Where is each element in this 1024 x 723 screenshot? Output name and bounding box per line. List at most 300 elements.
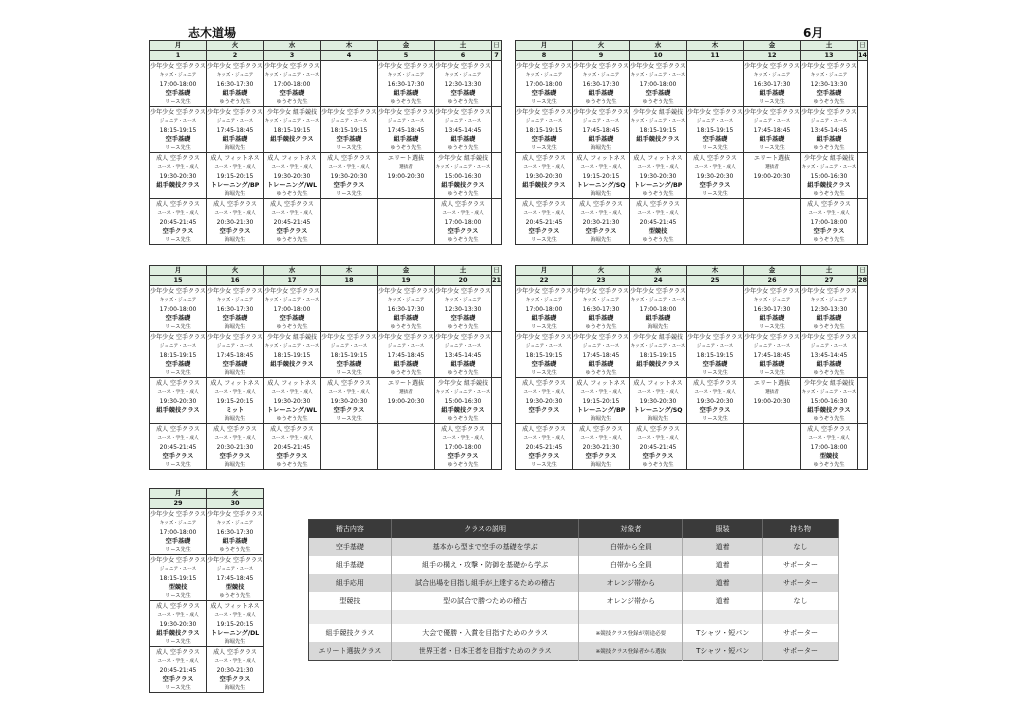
class-instructor: リース先生 <box>165 324 191 330</box>
class-target: ユース・学生・成人 <box>214 211 256 216</box>
legend-cell: Tシャツ・短パン <box>683 642 763 661</box>
class-time: 19:00-20:30 <box>387 173 425 180</box>
class-time: 15:00-16:30 <box>444 173 482 180</box>
class-time: 17:45-18:45 <box>216 575 254 582</box>
class-slot <box>321 199 378 245</box>
class-instructor: 海堀先生 <box>224 462 246 468</box>
class-category: 少年少女 組手競技 <box>804 155 854 162</box>
class-slot <box>858 61 868 107</box>
class-target: キッズ・ジュニア <box>582 298 620 303</box>
date-number: 3 <box>264 51 321 61</box>
class-category: 少年少女 空手クラス <box>744 334 800 341</box>
day-name-header: 月 <box>150 266 207 276</box>
class-time: 18:15-19:15 <box>330 127 368 134</box>
class-instructor <box>378 415 434 424</box>
class-name: 空手基礎 <box>531 361 557 368</box>
class-instructor: リース先生 <box>165 462 191 468</box>
class-category: 少年少女 空手クラス <box>744 109 800 116</box>
class-category: 成人 フィットネス <box>210 155 260 162</box>
day-name-header: 金 <box>744 41 801 51</box>
class-category: 少年少女 空手クラス <box>687 334 743 341</box>
class-name: 組手基礎 <box>645 315 671 322</box>
day-name-header: 金 <box>378 266 435 276</box>
class-category: エリート選抜 <box>387 155 424 162</box>
legend-row <box>309 610 839 624</box>
class-slot <box>150 378 207 424</box>
class-category: 少年少女 空手クラス <box>573 63 629 70</box>
day-name-header: 水 <box>630 266 687 276</box>
class-time: 17:00-18:00 <box>273 306 311 313</box>
class-instructor: ゆうぞう先生 <box>447 145 479 151</box>
class-instructor <box>150 190 206 199</box>
class-slot <box>744 286 801 332</box>
class-name: 空手クラス <box>219 676 251 683</box>
class-time: 13:45-14:45 <box>810 127 848 134</box>
class-instructor: リース先生 <box>531 99 557 105</box>
class-slot <box>492 286 502 332</box>
class-instructor: ゆうぞう先生 <box>447 370 479 376</box>
class-slot <box>687 378 744 424</box>
class-name: 組手競技クラス <box>270 361 314 368</box>
legend-row <box>309 556 839 574</box>
class-instructor: リース先生 <box>702 370 728 376</box>
class-slot <box>744 199 801 245</box>
class-slot <box>378 153 435 199</box>
class-slot <box>858 153 868 199</box>
class-slot <box>207 378 264 424</box>
class-name: トレーニング/DL <box>210 630 260 637</box>
class-name: 組手基礎 <box>450 136 476 143</box>
class-time: 20:45-21:45 <box>159 667 197 674</box>
class-category: 成人 空手クラス <box>636 426 680 433</box>
class-slot <box>321 424 378 470</box>
week-grid <box>515 40 868 245</box>
day-name-header: 火 <box>207 489 264 499</box>
class-slot <box>378 199 435 245</box>
class-category: 少年少女 空手クラス <box>321 109 377 116</box>
class-category: 少年少女 空手クラス <box>150 511 206 518</box>
class-time: 20:45-21:45 <box>525 444 563 451</box>
class-slot <box>687 153 744 199</box>
class-target: ジュニア・ユース <box>444 344 482 349</box>
legend-header-cell: クラスの説明 <box>391 520 579 539</box>
class-target: キッズ・ジュニア・ユース <box>630 344 686 349</box>
class-time: 17:00-18:00 <box>810 444 848 451</box>
class-slot <box>207 286 264 332</box>
legend-table <box>308 519 839 661</box>
class-time: 18:15-19:15 <box>330 352 368 359</box>
class-instructor: リース先生 <box>531 324 557 330</box>
class-name: 空手基礎 <box>165 136 191 143</box>
class-time: 16:30-17:30 <box>216 529 254 536</box>
class-name: 空手基礎 <box>645 90 671 97</box>
class-category: 少年少女 空手クラス <box>801 63 857 70</box>
class-time: 20:45-21:45 <box>525 219 563 226</box>
class-instructor: リース先生 <box>759 324 785 330</box>
class-name: 空手基礎 <box>279 90 305 97</box>
class-slot <box>150 509 207 555</box>
class-category: 少年少女 空手クラス <box>378 109 434 116</box>
class-slot <box>321 153 378 199</box>
class-slot <box>150 61 207 107</box>
class-slot <box>630 61 687 107</box>
class-target: ユース・学生・成人 <box>271 436 313 441</box>
class-instructor: リース先生 <box>336 416 362 422</box>
class-category: 成人 空手クラス <box>522 155 566 162</box>
class-time: 19:15-20:15 <box>582 173 620 180</box>
class-time: 20:30-21:30 <box>216 444 254 451</box>
class-target: ユース・学生・成人 <box>637 211 679 216</box>
class-slot <box>378 332 435 378</box>
class-time: 17:45-18:45 <box>216 127 254 134</box>
legend-cell: 組手競技クラス <box>309 624 392 642</box>
class-slot <box>801 107 858 153</box>
class-name: 組手基礎 <box>393 361 419 368</box>
class-instructor: ゆうぞう先生 <box>390 370 422 376</box>
class-category: 成人 フィットネス <box>633 155 683 162</box>
date-number: 22 <box>516 276 573 286</box>
class-target: キッズ・ジュニア <box>216 73 254 78</box>
class-name: 空手基礎 <box>702 136 728 143</box>
class-time: 17:45-18:45 <box>753 352 791 359</box>
class-slot <box>435 61 492 107</box>
class-target: キッズ・ジュニア <box>525 298 563 303</box>
date-number: 28 <box>858 276 868 284</box>
class-slot <box>207 424 264 470</box>
class-target: ユース・学生・成人 <box>580 390 622 395</box>
date-number: 2 <box>207 51 264 61</box>
legend-cell: ※競技クラス登録が別途必要 <box>579 624 683 642</box>
class-category: 成人 空手クラス <box>213 649 257 656</box>
class-category: 少年少女 空手クラス <box>207 511 263 518</box>
class-category: 少年少女 組手競技 <box>438 380 488 387</box>
date-number: 6 <box>435 51 492 61</box>
class-slot <box>492 332 502 378</box>
class-slot <box>321 286 378 332</box>
class-target: ユース・学生・成人 <box>157 613 199 618</box>
class-instructor <box>744 190 800 199</box>
class-name: 組手競技クラス <box>636 136 680 143</box>
class-slot <box>150 286 207 332</box>
class-target: ユース・学生・成人 <box>523 390 565 395</box>
class-target: キッズ・ジュニア <box>216 521 254 526</box>
class-name: 組手基礎 <box>222 90 248 97</box>
date-number: 4 <box>321 51 378 61</box>
class-slot <box>516 424 573 470</box>
class-target: ジュニア・ユース <box>330 119 368 124</box>
class-target: ユース・学生・成人 <box>214 659 256 664</box>
class-category: 少年少女 空手クラス <box>630 288 686 295</box>
legend-cell: 型の試合で勝つための稽古 <box>391 592 579 610</box>
class-category: 少年少女 空手クラス <box>744 63 800 70</box>
class-instructor: リース先生 <box>165 547 191 553</box>
class-name: 組手基礎 <box>759 136 785 143</box>
date-number: 8 <box>516 51 573 61</box>
class-time: 20:45-21:45 <box>273 219 311 226</box>
class-instructor: ゆうぞう先生 <box>276 462 308 468</box>
class-category: 成人 空手クラス <box>579 426 623 433</box>
legend-cell: 道着 <box>683 556 763 574</box>
class-time: 17:45-18:45 <box>582 127 620 134</box>
class-target: ジュニア・ユース <box>696 344 734 349</box>
class-slot <box>516 378 573 424</box>
class-slot <box>630 199 687 245</box>
class-category: 成人 空手クラス <box>156 380 200 387</box>
legend-row <box>309 592 839 610</box>
class-name: 空手基礎 <box>165 315 191 322</box>
class-time: 17:45-18:45 <box>582 352 620 359</box>
class-target: 選抜者 <box>765 165 779 170</box>
legend-cell: 基本から型まで空手の基礎を学ぶ <box>391 538 579 556</box>
class-time: 12:30-13:30 <box>444 81 482 88</box>
class-slot <box>858 424 868 470</box>
class-name: 空手基礎 <box>336 136 362 143</box>
class-instructor: リース先生 <box>165 237 191 243</box>
class-target: キッズ・ジュニア <box>582 73 620 78</box>
class-target: ユース・学生・成人 <box>808 211 850 216</box>
class-instructor: ゆうぞう先生 <box>219 99 251 105</box>
class-slot <box>435 286 492 332</box>
class-name: 組手基礎 <box>222 136 248 143</box>
class-target: ユース・学生・成人 <box>523 165 565 170</box>
class-instructor: 海堀先生 <box>647 416 669 422</box>
class-category: 少年少女 組手競技 <box>267 334 317 341</box>
class-time: 12:30-13:30 <box>810 306 848 313</box>
class-slot <box>264 332 321 378</box>
class-target: ジュニア・ユース <box>330 344 368 349</box>
class-time: 20:45-21:45 <box>639 219 677 226</box>
class-name: 組手競技クラス <box>156 630 200 637</box>
class-slot <box>264 286 321 332</box>
class-slot <box>207 199 264 245</box>
day-name-header: 木 <box>321 266 378 276</box>
legend-cell <box>683 610 763 624</box>
class-time: 17:00-18:00 <box>444 219 482 226</box>
class-instructor: リース先生 <box>702 416 728 422</box>
class-name: 組手基礎 <box>759 90 785 97</box>
class-target: ジュニア・ユース <box>810 119 848 124</box>
class-time: 12:30-13:30 <box>444 306 482 313</box>
class-target: ユース・学生・成人 <box>157 436 199 441</box>
class-slot <box>744 61 801 107</box>
class-instructor: ゆうぞう先生 <box>813 99 845 105</box>
class-name: 空手基礎 <box>279 315 305 322</box>
class-category: エリート選抜 <box>753 380 790 387</box>
class-target: ジュニア・ユース <box>525 344 563 349</box>
class-name: 空手基礎 <box>531 90 557 97</box>
class-slot <box>516 332 573 378</box>
class-category: 少年少女 空手クラス <box>378 288 434 295</box>
class-instructor: リース先生 <box>165 639 191 645</box>
class-name: 空手基礎 <box>165 90 191 97</box>
class-target: ユース・学生・成人 <box>580 436 622 441</box>
class-name: 組手基礎 <box>393 315 419 322</box>
class-target: キッズ・ジュニア <box>159 521 197 526</box>
class-category: 成人 フィットネス <box>267 380 317 387</box>
class-time: 19:30-20:30 <box>273 398 311 405</box>
date-number: 7 <box>492 51 502 61</box>
class-category: 成人 空手クラス <box>270 201 314 208</box>
class-category: 少年少女 空手クラス <box>150 63 206 70</box>
date-number: 10 <box>630 51 687 61</box>
class-time: 20:45-21:45 <box>639 444 677 451</box>
class-name: 空手クラス <box>699 182 731 189</box>
class-category: 少年少女 空手クラス <box>207 334 263 341</box>
class-instructor: リース先生 <box>702 145 728 151</box>
legend-cell: なし <box>763 592 839 610</box>
day-name-header: 水 <box>264 266 321 276</box>
week-grid <box>149 265 502 470</box>
class-slot <box>744 153 801 199</box>
class-slot <box>435 199 492 245</box>
class-time: 19:30-20:30 <box>330 173 368 180</box>
class-category: 少年少女 空手クラス <box>573 334 629 341</box>
class-slot <box>630 153 687 199</box>
class-target: ユース・学生・成人 <box>271 211 313 216</box>
class-slot <box>687 199 744 245</box>
class-slot <box>378 424 435 470</box>
date-number: 27 <box>801 276 858 286</box>
class-category: 成人 空手クラス <box>156 603 200 610</box>
legend-cell: 空手基礎 <box>309 538 392 556</box>
class-target: ユース・学生・成人 <box>523 436 565 441</box>
class-name: 空手基礎 <box>222 315 248 322</box>
class-time: 19:00-20:30 <box>753 398 791 405</box>
class-instructor: ゆうぞう先生 <box>390 99 422 105</box>
class-time: 18:15-19:15 <box>159 575 197 582</box>
class-time: 16:30-17:30 <box>216 306 254 313</box>
week-grid <box>515 265 868 470</box>
class-target: キッズ・ジュニア <box>525 73 563 78</box>
class-name: 空手クラス <box>162 676 194 683</box>
class-instructor: 海堀先生 <box>590 191 612 197</box>
class-category: 少年少女 空手クラス <box>207 63 263 70</box>
class-slot <box>207 647 264 693</box>
class-category: 成人 空手クラス <box>156 649 200 656</box>
class-instructor: ゆうぞう先生 <box>447 462 479 468</box>
day-name-header: 火 <box>573 266 630 276</box>
class-slot <box>150 555 207 601</box>
class-instructor: ゆうぞう先生 <box>447 237 479 243</box>
class-instructor: ゆうぞう先生 <box>813 145 845 151</box>
class-instructor: 海堀先生 <box>590 237 612 243</box>
class-instructor: リース先生 <box>531 370 557 376</box>
class-target: 選抜者 <box>765 390 779 395</box>
legend-row <box>309 642 839 661</box>
class-target: キッズ・ジュニア <box>810 73 848 78</box>
class-target: ジュニア・ユース <box>387 344 425 349</box>
class-name: 組手基礎 <box>759 361 785 368</box>
class-slot <box>687 107 744 153</box>
class-time: 19:00-20:30 <box>387 398 425 405</box>
date-number: 29 <box>150 499 207 509</box>
class-time: 18:15-19:15 <box>696 127 734 134</box>
class-slot <box>264 424 321 470</box>
class-slot <box>435 153 492 199</box>
legend-cell: なし <box>763 538 839 556</box>
class-time: 17:00-18:00 <box>810 219 848 226</box>
class-slot <box>207 509 264 555</box>
class-slot <box>378 61 435 107</box>
class-time: 19:00-20:30 <box>753 173 791 180</box>
date-number: 20 <box>435 276 492 286</box>
class-time: 19:15-20:15 <box>216 173 254 180</box>
date-number: 19 <box>378 276 435 286</box>
class-time: 15:00-16:30 <box>810 173 848 180</box>
legend-cell: オレンジ帯から <box>579 592 683 610</box>
class-category: 少年少女 空手クラス <box>516 63 572 70</box>
class-time: 16:30-17:30 <box>216 81 254 88</box>
day-name-header: 日 <box>858 41 868 51</box>
class-target: キッズ・ジュニア <box>753 298 791 303</box>
date-number: 23 <box>573 276 630 286</box>
class-slot <box>378 286 435 332</box>
class-slot <box>573 107 630 153</box>
class-time: 20:30-21:30 <box>216 219 254 226</box>
legend-cell: 道着 <box>683 574 763 592</box>
legend-cell: オレンジ帯から <box>579 574 683 592</box>
class-instructor: ゆうぞう先生 <box>642 99 674 105</box>
class-target: ユース・学生・成人 <box>694 390 736 395</box>
class-slot <box>207 601 264 647</box>
date-number: 9 <box>573 51 630 61</box>
class-target: ジュニア・ユース <box>753 119 791 124</box>
class-time: 18:15-19:15 <box>525 127 563 134</box>
class-slot <box>858 107 868 153</box>
class-time: 20:45-21:45 <box>159 219 197 226</box>
class-category: 成人 空手クラス <box>327 155 371 162</box>
class-name: 組手競技クラス <box>636 361 680 368</box>
class-time: 19:30-20:30 <box>639 398 677 405</box>
class-time: 19:30-20:30 <box>696 173 734 180</box>
class-instructor <box>630 144 686 153</box>
class-name: 空手クラス <box>699 407 731 414</box>
class-name: 空手基礎 <box>165 538 191 545</box>
date-number: 15 <box>150 276 207 286</box>
class-time: 16:30-17:30 <box>753 306 791 313</box>
legend-cell: 試合出場を目指し組手が上達するための稽古 <box>391 574 579 592</box>
class-time: 17:00-18:00 <box>159 529 197 536</box>
class-instructor: リース先生 <box>702 191 728 197</box>
legend-cell <box>579 610 683 624</box>
class-name: 組手競技クラス <box>270 136 314 143</box>
class-name: 空手クラス <box>585 453 617 460</box>
class-time: 17:00-18:00 <box>639 81 677 88</box>
day-name-header: 月 <box>150 41 207 51</box>
date-number: 14 <box>858 51 868 59</box>
class-target: キッズ・ジュニア <box>444 298 482 303</box>
class-instructor <box>516 190 572 199</box>
class-target: キッズ・ジュニア・ユース <box>435 390 491 395</box>
class-time: 19:30-20:30 <box>696 398 734 405</box>
class-category: 少年少女 空手クラス <box>516 109 572 116</box>
class-slot <box>321 332 378 378</box>
class-name: 型競技 <box>168 584 188 591</box>
legend-header-cell: 稽古内容 <box>309 520 392 539</box>
class-instructor: ゆうぞう先生 <box>447 416 479 422</box>
day-name-header: 水 <box>264 41 321 51</box>
class-category: 少年少女 空手クラス <box>207 288 263 295</box>
class-target: ユース・学生・成人 <box>214 165 256 170</box>
class-slot <box>264 61 321 107</box>
class-category: 少年少女 空手クラス <box>150 334 206 341</box>
class-category: 少年少女 組手競技 <box>267 109 317 116</box>
class-target: ジュニア・ユース <box>159 344 197 349</box>
legend-cell: 白帯から全員 <box>579 538 683 556</box>
class-time: 12:30-13:30 <box>810 81 848 88</box>
class-category: 少年少女 空手クラス <box>801 334 857 341</box>
class-category: 成人 空手クラス <box>441 201 485 208</box>
